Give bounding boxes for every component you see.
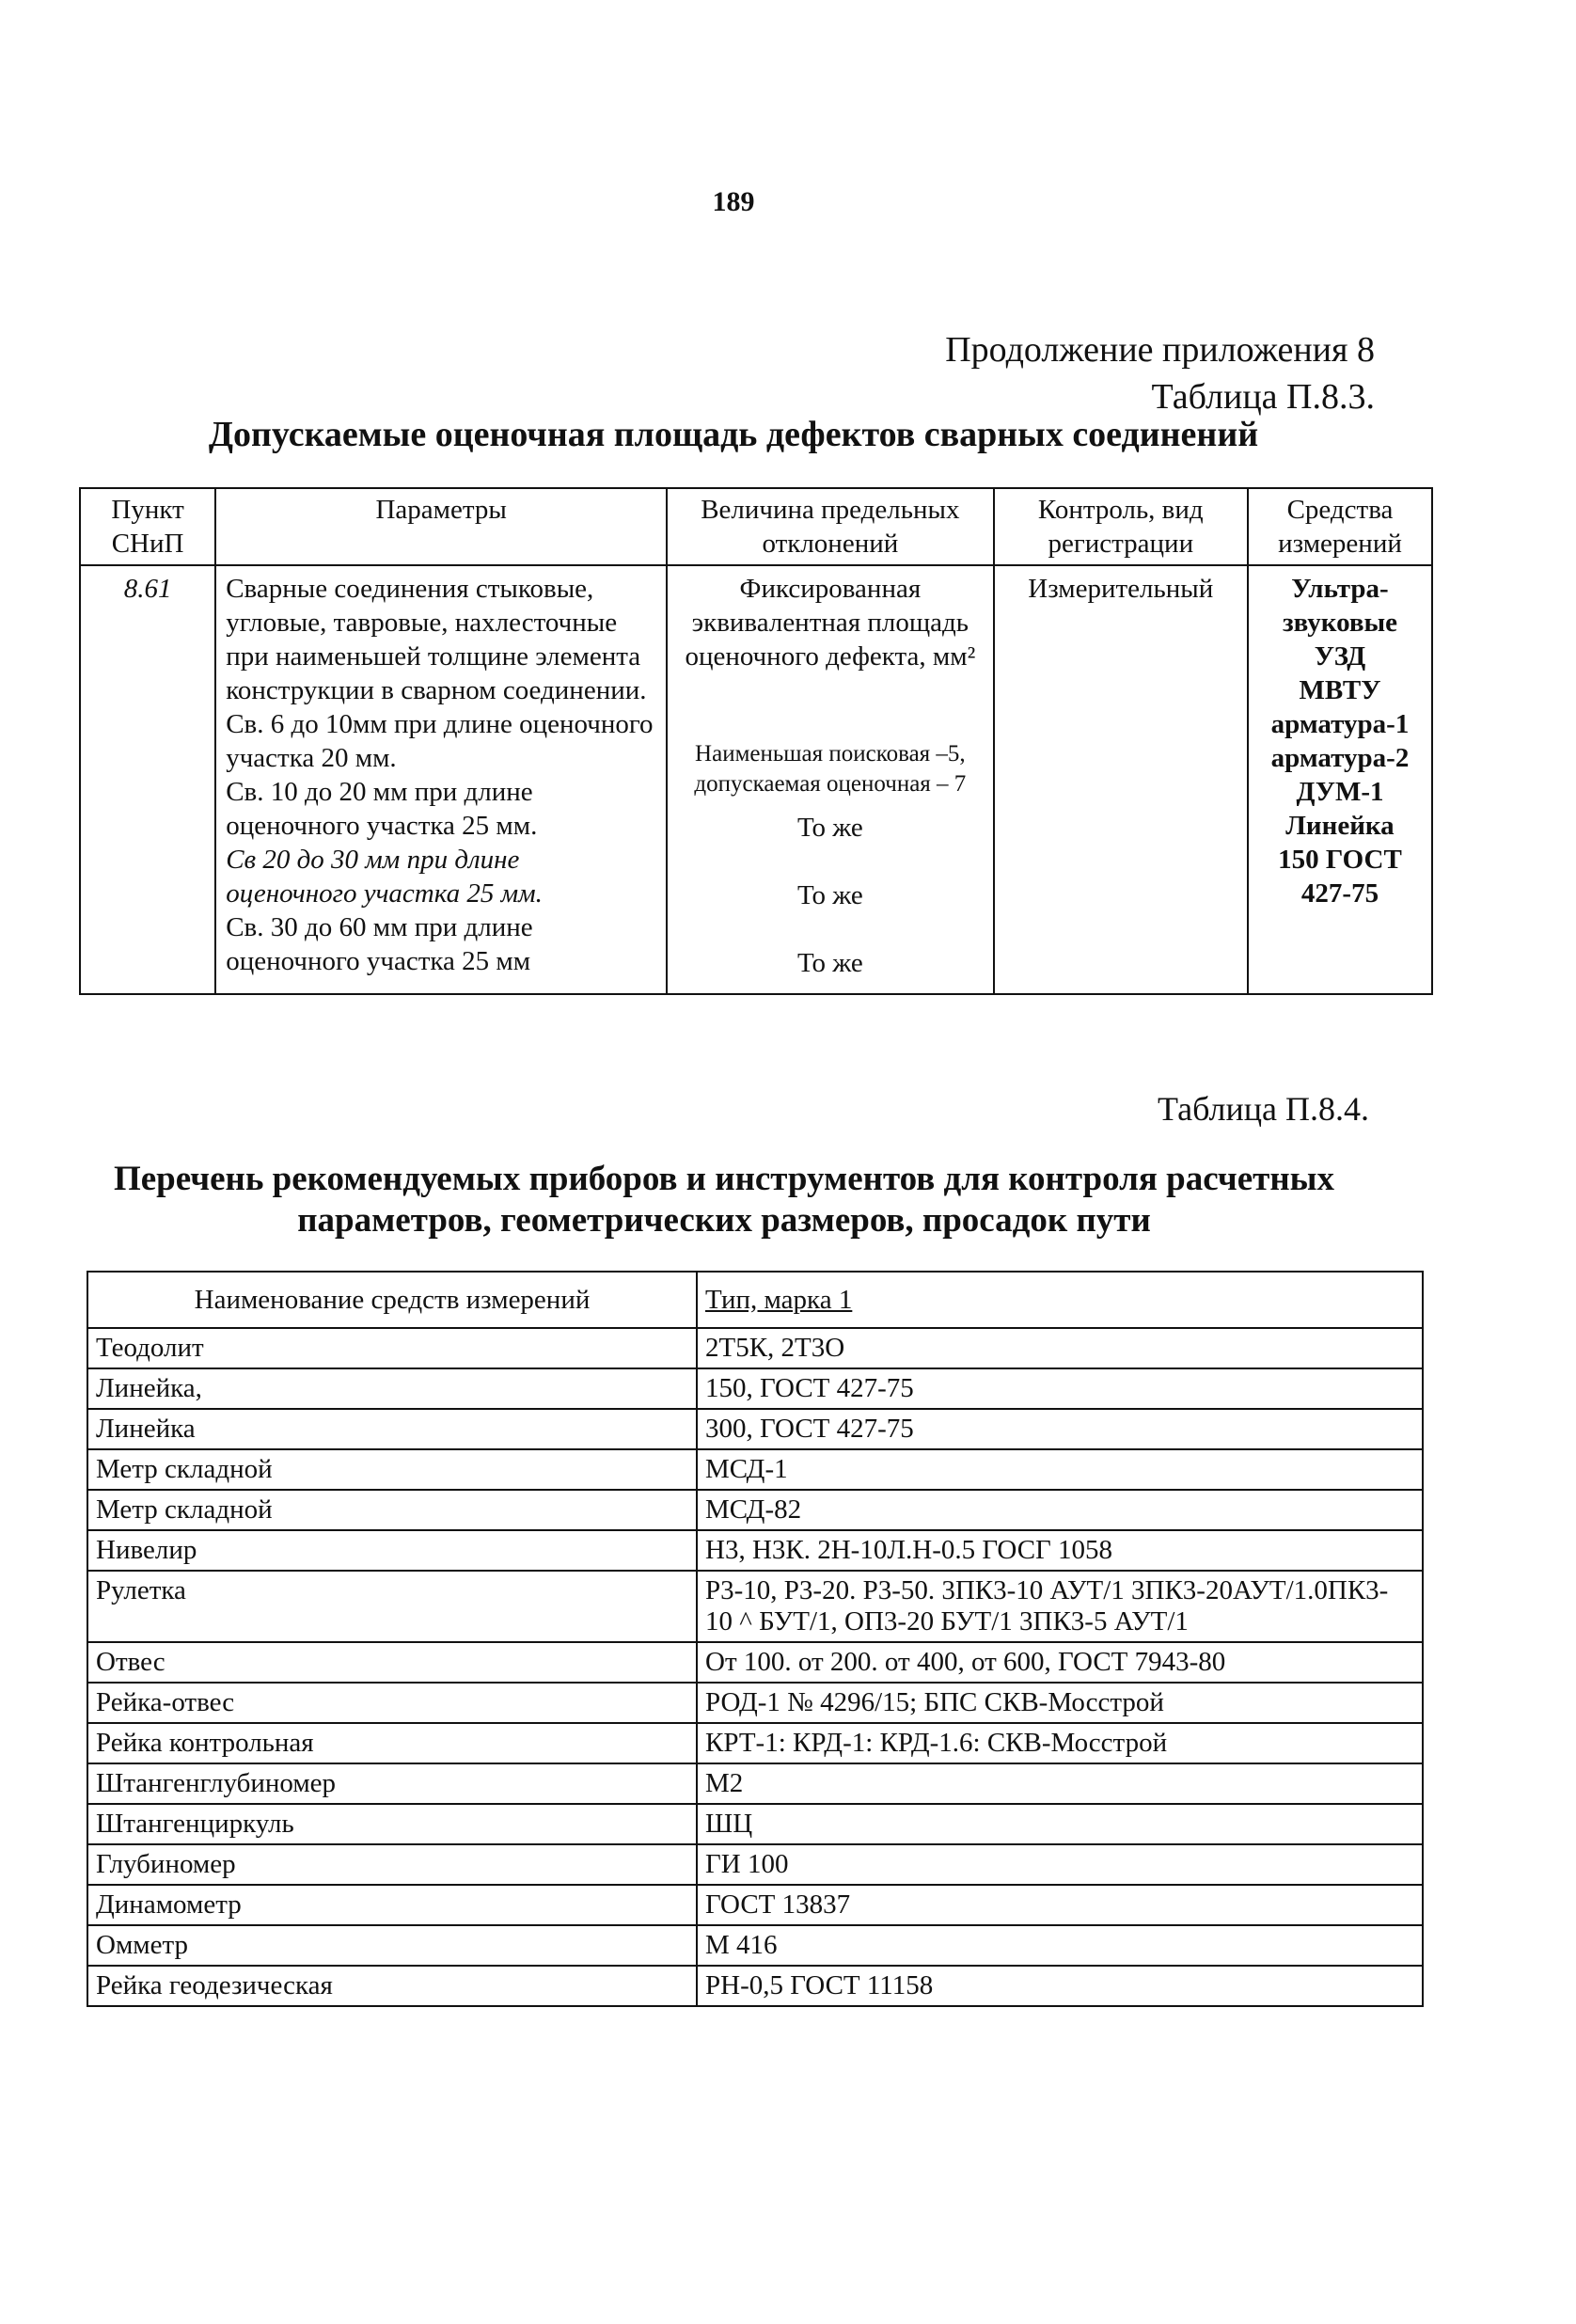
page-number: 189 bbox=[712, 186, 755, 217]
instrument-name-cell: Метр складной bbox=[87, 1490, 697, 1530]
table-row bbox=[87, 1966, 1423, 2006]
instrument-name-cell: Линейка, bbox=[87, 1368, 697, 1409]
limit-line: Наименьшая поисковая –5, bbox=[695, 741, 966, 767]
instrument-name-cell: Линейка bbox=[87, 1409, 697, 1449]
instrument-type-cell: Р3-10, Р3-20. Р3-50. 3ПК3-10 АУТ/1 3ПК3-20АУТ/1.0ПК3-10 ^ БУТ/1, ОП3-20 БУТ/1 3ПК3-5 АУТ/1 bbox=[697, 1571, 1423, 1642]
instrument-name-cell: Рейка геодезическая bbox=[87, 1966, 697, 2006]
limit-line: То же bbox=[796, 880, 863, 910]
header-cell: Пункт СНиП bbox=[80, 488, 215, 565]
defects-table bbox=[79, 487, 1433, 995]
instrument-type-cell: М2 bbox=[697, 1763, 1423, 1804]
parameter-line: Св 20 до 30 мм при длине оценочного участка 25 мм. bbox=[226, 845, 543, 909]
table-title: Допускаемые оценочная площадь дефектов сварных соединений bbox=[208, 415, 1259, 454]
instrument-name-cell: Штангенглубиномер bbox=[87, 1763, 697, 1804]
table-body bbox=[87, 1328, 1423, 2006]
instrument-line: Линейка bbox=[1285, 811, 1395, 841]
table-row bbox=[87, 1571, 1423, 1642]
instrument-name-cell: Омметр bbox=[87, 1925, 697, 1966]
clause-cell: 8.61 bbox=[80, 565, 215, 994]
instrument-type-cell: МСД-1 bbox=[697, 1449, 1423, 1490]
instrument-line: Ультра- bbox=[1291, 574, 1389, 604]
instrument-type-cell: ГОСТ 13837 bbox=[697, 1885, 1423, 1925]
instrument-name-cell: Нивелир bbox=[87, 1530, 697, 1571]
instrument-type-cell: ГИ 100 bbox=[697, 1844, 1423, 1885]
instrument-name-cell: Отвес bbox=[87, 1642, 697, 1683]
limit-line: допускаемая оценочная – 7 bbox=[694, 771, 967, 797]
table-row bbox=[87, 1804, 1423, 1844]
instrument-name-cell: Теодолит bbox=[87, 1328, 697, 1368]
instrument-line: звуковые bbox=[1282, 608, 1398, 638]
instrument-name-cell: Динамометр bbox=[87, 1885, 697, 1925]
instrument-type-cell: Н3, Н3К. 2Н-10Л.Н-0.5 ГОСГ 1058 bbox=[697, 1530, 1423, 1571]
instrument-type-cell: М 416 bbox=[697, 1925, 1423, 1966]
instrument-line: ДУМ-1 bbox=[1296, 777, 1384, 807]
instrument-line: арматура-1 bbox=[1270, 709, 1410, 739]
table-row bbox=[87, 1683, 1423, 1723]
table-row bbox=[87, 1368, 1423, 1409]
instrument-type-cell: РН-0,5 ГОСТ 11158 bbox=[697, 1966, 1423, 2006]
instruments-cell bbox=[1248, 565, 1432, 994]
appendix-note: Продолжение приложения 8 bbox=[945, 330, 1375, 370]
instrument-name-cell: Рейка-отвес bbox=[87, 1683, 697, 1723]
parameters-cell bbox=[215, 565, 667, 994]
table-row bbox=[87, 1530, 1423, 1571]
instrument-type-cell: ШЦ bbox=[697, 1804, 1423, 1844]
table-row bbox=[87, 1723, 1423, 1763]
limit-line: То же bbox=[796, 813, 863, 843]
header-cell: Контроль, вид регистрации bbox=[994, 488, 1248, 565]
instrument-line: УЗД bbox=[1314, 641, 1366, 672]
table-row bbox=[87, 1409, 1423, 1449]
instrument-type-cell: РОД-1 № 4296/15; БПС СКВ-Мосстрой bbox=[697, 1683, 1423, 1723]
table-row bbox=[87, 1844, 1423, 1885]
table-row bbox=[87, 1449, 1423, 1490]
table-row bbox=[87, 1763, 1423, 1804]
instrument-name-cell: Рулетка bbox=[87, 1571, 697, 1642]
limit-line: Фиксированная эквивалентная площадь оценочного дефекта, мм² bbox=[685, 574, 976, 672]
table-row bbox=[87, 1925, 1423, 1966]
table-title bbox=[113, 1159, 1335, 1241]
header-cell: Параметры bbox=[215, 488, 667, 565]
table-ref: Таблица П.8.4. bbox=[1158, 1090, 1369, 1128]
table-row bbox=[87, 1490, 1423, 1530]
table-row bbox=[87, 1885, 1423, 1925]
instrument-line: МВТУ bbox=[1299, 675, 1381, 705]
limit-line: То же bbox=[796, 948, 863, 978]
table-row bbox=[87, 1328, 1423, 1368]
table-ref: Таблица П.8.3. bbox=[1151, 377, 1375, 417]
instrument-type-cell: КРТ-1: КРД-1: КРД-1.6: СКВ-Мосстрой bbox=[697, 1723, 1423, 1763]
limits-cell bbox=[667, 565, 993, 994]
instrument-line: арматура-2 bbox=[1270, 743, 1410, 773]
header-cell: Наименование средств измерений bbox=[87, 1272, 697, 1328]
parameter-line: Св. 30 до 60 мм при длине оценочного участка 25 мм bbox=[226, 912, 533, 976]
instrument-type-cell: 150, ГОСТ 427-75 bbox=[697, 1368, 1423, 1409]
control-cell: Измерительный bbox=[994, 565, 1248, 994]
instrument-name-cell: Штангенциркуль bbox=[87, 1804, 697, 1844]
header-cell bbox=[697, 1272, 1423, 1328]
instrument-name-cell: Рейка контрольная bbox=[87, 1723, 697, 1763]
table-title-line: параметров, геометрических размеров, просадок пути bbox=[297, 1201, 1151, 1240]
instrument-type-cell: МСД-82 bbox=[697, 1490, 1423, 1530]
table-header-row bbox=[80, 488, 1432, 565]
table-row bbox=[80, 565, 1432, 994]
instrument-name-cell: Глубиномер bbox=[87, 1844, 697, 1885]
parameter-line: Сварные соединения стыковые, угловые, тавровые, нахлесточные при наименьшей толщине элемента конструкции в сварном соединении. bbox=[226, 574, 647, 705]
instruments-table bbox=[87, 1271, 1424, 2007]
table-row bbox=[87, 1642, 1423, 1683]
parameter-line: Св. 6 до 10мм при длине оценочного участка 20 мм. bbox=[226, 709, 654, 773]
header-label: Тип, марка 1 bbox=[705, 1284, 853, 1315]
instrument-line: 427-75 bbox=[1300, 878, 1379, 909]
parameter-line: Св. 10 до 20 мм при длине оценочного участка 25 мм. bbox=[226, 777, 538, 841]
instrument-type-cell: 2Т5К, 2Т3О bbox=[697, 1328, 1423, 1368]
instrument-type-cell: 300, ГОСТ 427-75 bbox=[697, 1409, 1423, 1449]
instrument-name-cell: Метр складной bbox=[87, 1449, 697, 1490]
instrument-line: 150 ГОСТ bbox=[1278, 845, 1402, 875]
table-header-row bbox=[87, 1272, 1423, 1328]
header-cell: Средства измерений bbox=[1248, 488, 1432, 565]
instrument-type-cell: От 100. от 200. от 400, от 600, ГОСТ 7943-80 bbox=[697, 1642, 1423, 1683]
header-cell: Величина предельных отклонений bbox=[667, 488, 993, 565]
table-title-line: Перечень рекомендуемых приборов и инструментов для контроля расчетных bbox=[113, 1160, 1335, 1198]
